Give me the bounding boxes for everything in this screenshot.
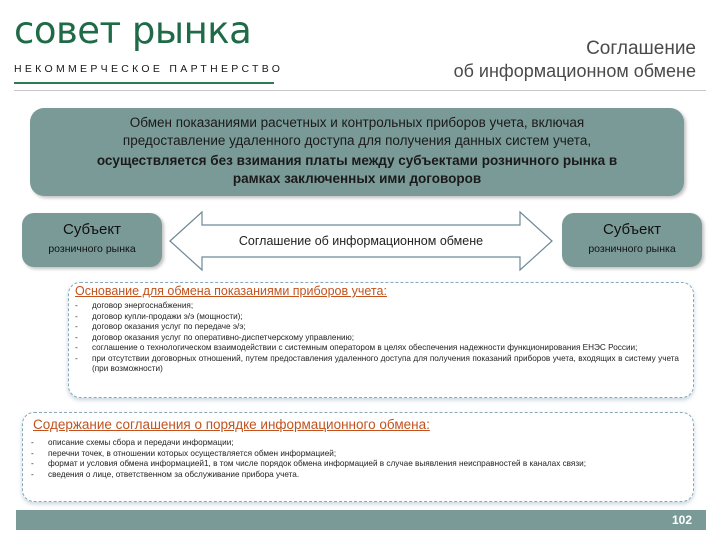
bullet-dash: -: [31, 448, 34, 458]
right-subject-box: [562, 213, 702, 267]
left-subject-title: Субъект: [63, 221, 121, 238]
bullet-dash: -: [31, 438, 34, 447]
list-item-text: перечни точек, в отношении которых осуществляется обмен информацией;: [48, 448, 337, 458]
right-subject-subtitle: розничного рынка: [588, 243, 676, 255]
list-item: [31, 470, 683, 481]
slide-title-line1: Соглашение: [586, 38, 696, 59]
header-accent-rule: [14, 82, 274, 84]
list-item-text: договор оказания услуг по передаче э/э;: [92, 322, 246, 331]
list-item: [75, 301, 679, 312]
bullet-dash: -: [31, 469, 34, 479]
page-number: 102: [671, 513, 692, 527]
bullet-dash: -: [75, 353, 78, 363]
main-statement-line: рамках заключенных ими договоров: [232, 171, 482, 186]
list-item-text: описание схемы сбора и передачи информации;: [48, 438, 234, 447]
bullet-dash: -: [75, 311, 78, 321]
list-item-text: договор купли-продажи э/э (мощности);: [92, 311, 243, 321]
main-statement-line: Обмен показаниями расчетных и контрольных приборов учета, включая: [129, 115, 585, 130]
list-item: [31, 459, 683, 470]
content-section: [22, 412, 694, 502]
brand-subtitle: НЕКОММЕРЧЕСКОЕ ПАРТНЕРСТВО: [14, 63, 284, 75]
left-subject-box: [22, 213, 162, 267]
basis-heading: Основание для обмена показаниями приборов учета:: [75, 284, 387, 298]
basis-section: [68, 282, 694, 398]
list-item-text: формат и условия обмена информацией1, в том числе порядок обмена информацией в случае выявления неисправностей в каналах связи;: [48, 459, 586, 468]
right-subject-title: Субъект: [603, 221, 661, 238]
bullet-dash: -: [75, 332, 78, 342]
left-subject-subtitle: розничного рынка: [48, 243, 136, 255]
list-item-text: соглашение о технологическом взаимодействии с системным оператором в целях обеспечения надежности функционирования ЕНЭС России;: [92, 343, 638, 352]
list-item: [75, 333, 679, 344]
footer-bar: [16, 510, 706, 530]
bullet-dash: -: [75, 343, 78, 352]
list-item: [75, 322, 679, 333]
main-statement-line: осуществляется без взимания платы между субъектами розничного рынка в: [96, 153, 618, 168]
content-heading: Содержание соглашения о порядке информационного обмена:: [33, 417, 430, 432]
list-item-text: при отсутствии договорных отношений, путем предоставления удаленного доступа для получения показаний приборов учета, входящих в систему учета (при возможности): [92, 353, 679, 373]
main-statement-line: предоставление удаленного доступа для получения данных систем учета,: [122, 133, 592, 148]
brand-logo: совет рынка: [14, 9, 252, 52]
slide-title-line2: об информационном обмене: [453, 61, 696, 81]
list-item: [75, 312, 679, 323]
list-item: [75, 343, 679, 354]
list-item: [75, 354, 679, 375]
list-item: [31, 438, 683, 449]
basis-list: [75, 301, 679, 375]
list-item-text: договор энергоснабжения;: [92, 301, 194, 310]
list-item-text: договор оказания услуг по оперативно-диспетчерскому управлению;: [92, 332, 354, 342]
bullet-dash: -: [75, 322, 78, 331]
content-list: [31, 438, 683, 480]
main-statement-box: [30, 108, 684, 196]
list-item: [31, 449, 683, 460]
list-item-text: сведения о лице, ответственном за обслуживание прибора учета.: [48, 469, 300, 479]
bullet-dash: -: [31, 459, 34, 468]
bullet-dash: -: [75, 301, 78, 310]
header-divider: [14, 90, 706, 91]
agreement-label: Соглашение об информационном обмене: [238, 234, 484, 248]
